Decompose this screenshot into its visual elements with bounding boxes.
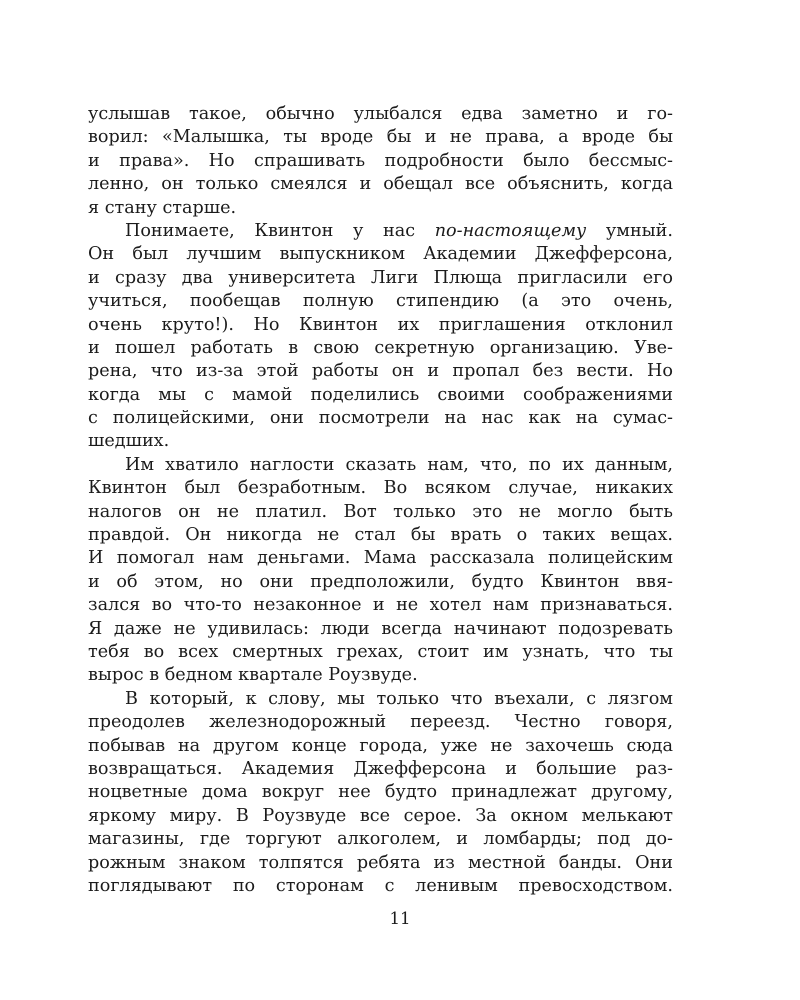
text-line: ленно, он только смеялся и обещал все объяснить, когда [88,174,673,195]
text-line: вырос в бедном квартале Роузвуде. [88,665,418,686]
text-line: преодолев железнодорожный переезд. Честно говоря, [88,712,673,733]
text-line: зался во что-то незаконное и не хотел нам признаваться. [88,595,673,616]
text-line: рена, что из-за этой работы он и пропал без вести. Но [88,361,673,382]
paragraph [88,103,673,220]
text-line: правдой. Он никогда не стал бы врать о таких вещах. [88,525,673,546]
text-line: магазины, где торгуют алкоголем, и ломбарды; под до- [88,829,673,850]
text-line: очень круто!). Но Квинтон их приглашения отклонил [88,314,673,335]
emphasis-text: по-настоящему [434,220,587,241]
page-number: 11 [389,909,411,928]
text-line: ноцветные дома вокруг нее будто принадлежат другому, [88,782,673,803]
text-line: и сразу два университета Лиги Плюща пригласили его [88,267,673,288]
paragraph [88,688,673,899]
text-line: налогов он не платил. Вот только это не могло быть [88,501,673,522]
text-line: Я даже не удивилась: люди всегда начинают подозревать [88,618,673,639]
text-line: Квинтон был безработным. Во всяком случае, никаких [88,478,673,499]
text-line: и пошел работать в свою секретную организацию. Уве- [88,337,673,358]
text-line: побывав на другом конце города, уже не захочешь сюда [88,735,673,756]
text-line: шедших. [88,431,170,452]
text-line [88,220,673,243]
text-line: яркому миру. В Роузвуде все серое. За окном мелькают [88,805,673,826]
text-line: возвращаться. Академия Джефферсона и большие раз- [88,758,673,779]
paragraph [88,220,673,454]
text-line: рожным знаком толпятся ребята из местной банды. Они [88,852,673,873]
text-line: услышав такое, обычно улыбался едва заметно и го- [88,104,673,124]
body-text [88,103,673,898]
text-line: учиться, пообещав полную стипендию (а это очень, [88,291,673,312]
text-line: тебя во всех смертных грехах, стоит им узнать, что ты [88,641,673,662]
text-line: когда мы с мамой поделились своими соображениями [88,384,673,405]
text-run: Понимаете, Квинтон у нас [125,220,435,241]
text-line: ворил: «Малышка, ты вроде бы и не права, а вроде бы [88,127,673,148]
text-line: И помогал нам деньгами. Мама рассказала полицейским [88,548,673,569]
text-line: поглядывают по сторонам с ленивым превосходством. [88,875,673,896]
text-line: с полицейскими, они посмотрели на нас как на сумас- [88,408,673,429]
text-line: Им хватило наглости сказать нам, что, по их данным, [125,454,673,475]
text-line: и об этом, но они предположили, будто Квинтон ввя- [88,571,673,592]
text-line: и права». Но спрашивать подробности было бессмыс- [88,150,673,171]
text-line: я стану старше. [88,197,237,218]
text-run: умный. [586,220,673,241]
paragraph [88,454,673,688]
text-line: В который, к слову, мы только что въехали, с лязгом [125,688,673,709]
text-line: Он был лучшим выпускником Академии Джефферсона, [88,244,673,265]
